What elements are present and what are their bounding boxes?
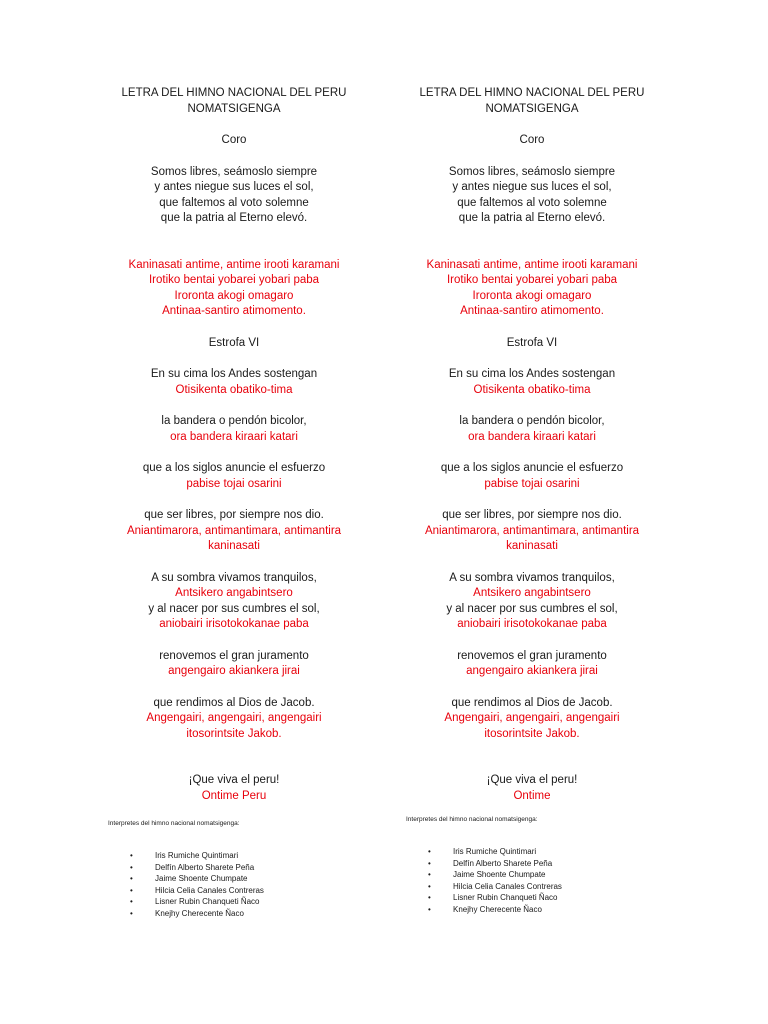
chorus-spanish-line: y antes niegue sus luces el sol, [154,181,314,193]
verse-nomatsigenga-line: Angengairi, angengairi, angengairi [146,712,322,724]
title-line-1: LETRA DEL HIMNO NACIONAL DEL PERU [121,87,347,99]
bullet-icon: • [428,847,431,856]
chorus-nomatsigenga-line: Kaninasati antime, antime irooti karamani [128,258,340,271]
verse-nomatsigenga-line: ora bandera kiraari katari [170,430,298,443]
verse-spanish-line: renovemos el gran juramento [457,649,607,662]
chorus-spanish-line: y antes niegue sus luces el sol, [452,181,612,193]
verse-spanish-line: En su cima los Andes sostengan [448,368,616,380]
verse-spanish-line: En su cima los Andes sostengan [150,368,318,380]
verse-spanish-line: que ser libres, por siempre nos dio. [442,509,622,521]
interpreters-heading: Interpretes del himno nacional nomatsigenga: [108,820,240,827]
title-line-1: LETRA DEL HIMNO NACIONAL DEL PERU [419,87,645,99]
bullet-icon: • [130,885,133,895]
chorus-spanish-line: que faltemos al voto solemne [159,196,309,209]
list-item: • Delfín Alberto Sharete Peña [130,862,255,872]
list-item: • Delfín Alberto Sharete Peña [428,858,553,868]
verse-spanish-line: A su sombra vivamos tranquilos, [151,571,317,584]
verse-spanish-line: y al nacer por sus cumbres el sol, [446,602,618,615]
list-item: • Hilcia Celia Canales Contreras [428,881,562,891]
chorus-nomatsigenga-line: Antinaa-santiro atimomento. [162,305,306,317]
verse-nomatsigenga-line: Antsikero angabintsero [175,587,293,599]
list-item: • Hilcia Celia Canales Contreras [130,885,264,895]
bullet-icon: • [428,893,431,902]
verse-nomatsigenga-line: pabise tojai osarini [186,477,282,490]
bullet-icon: • [130,851,133,860]
title-line-2: NOMATSIGENGA [485,102,579,115]
title-line-2: NOMATSIGENGA [187,102,281,115]
verse-spanish-line: renovemos el gran juramento [159,649,309,662]
verse-spanish-line: que ser libres, por siempre nos dio. [144,509,324,521]
bullet-icon: • [428,858,431,868]
list-item: • Jaime Shoente Chumpate [428,870,546,879]
viva-spanish: ¡Que viva el peru! [188,774,280,786]
verse-nomatsigenga-line: kaninasati [506,540,558,552]
list-item: • Jaime Shoente Chumpate [130,874,248,883]
list-item: • Iris Rumiche Quintimari [130,851,239,860]
chorus-nomatsigenga-line: Iroronta akogi omagaro [174,289,294,302]
verse-spanish-line: y al nacer por sus cumbres el sol, [148,602,320,615]
bullet-icon: • [130,897,133,906]
bullet-icon: • [428,870,431,879]
verse-nomatsigenga-line: Antsikero angabintsero [473,587,591,599]
verse-spanish-line: A su sombra vivamos tranquilos, [449,571,615,584]
viva-spanish: ¡Que viva el peru! [486,774,578,786]
interpreters-heading: Interpretes del himno nacional nomatsigenga: [406,816,538,823]
chorus-nomatsigenga-line: Irotiko bentai yobarei yobari paba [446,274,618,286]
bullet-icon: • [428,881,431,891]
chorus-nomatsigenga-line: Iroronta akogi omagaro [472,289,592,302]
list-item: • Knejhy Cherecente Ñaco [130,908,244,918]
verse-nomatsigenga-line: angengairo akiankera jirai [466,665,598,677]
anthem-column-right [392,86,672,804]
verse-nomatsigenga-line: itosorintsite Jakob. [186,727,282,740]
bullet-icon: • [130,908,133,918]
list-item: • Lisner Rubin Chanqueti Ñaco [428,893,558,902]
chorus-nomatsigenga-line: Antinaa-santiro atimomento. [460,305,604,317]
verse-nomatsigenga-line: Otisikenta obatiko-tima [175,383,293,396]
chorus-nomatsigenga-line: Kaninasati antime, antime irooti karamani [426,258,638,271]
list-item: • Knejhy Cherecente Ñaco [428,904,542,914]
chorus-spanish-line: que faltemos al voto solemne [457,196,607,209]
viva-nomatsigenga: Ontime [513,789,551,802]
verse-nomatsigenga-line: itosorintsite Jakob. [484,727,580,740]
verse-spanish-line: que rendimos al Dios de Jacob. [451,696,613,709]
verse-spanish-line: que rendimos al Dios de Jacob. [153,696,315,709]
viva-nomatsigenga: Ontime Peru [201,789,267,802]
verse-spanish-line: la bandera o pendón bicolor, [161,415,307,427]
verse-nomatsigenga-line: angengairo akiankera jirai [168,665,300,677]
chorus-heading: Coro [221,134,247,146]
verse-spanish-line: la bandera o pendón bicolor, [459,415,605,427]
verse-nomatsigenga-line: pabise tojai osarini [484,477,580,490]
chorus-spanish-line: Somos libres, seámoslo siempre [150,165,318,178]
list-item: • Lisner Rubin Chanqueti Ñaco [130,897,260,906]
chorus-spanish-line: Somos libres, seámoslo siempre [448,165,616,178]
chorus-spanish-line: que la patria al Eterno elevó. [160,212,308,224]
bullet-icon: • [130,862,133,872]
bullet-icon: • [130,874,133,883]
stanza-heading: Estrofa VI [208,336,260,349]
verse-nomatsigenga-line: aniobairi irisotokokanae paba [457,618,607,630]
anthem-column-left [94,86,374,804]
verse-spanish-line: que a los siglos anuncie el esfuerzo [440,462,624,474]
chorus-spanish-line: que la patria al Eterno elevó. [458,212,606,224]
verse-nomatsigenga-line: ora bandera kiraari katari [468,430,596,443]
verse-nomatsigenga-line: Otisikenta obatiko-tima [473,383,591,396]
verse-spanish-line: que a los siglos anuncie el esfuerzo [142,462,326,474]
verse-nomatsigenga-line: kaninasati [208,540,260,552]
interpreters-list [130,850,264,919]
interpreters-list [428,846,562,915]
verse-nomatsigenga-line: Aniantimarora, antimantimara, antimantira [126,524,342,537]
stanza-heading: Estrofa VI [506,336,558,349]
verse-nomatsigenga-line: Angengairi, angengairi, angengairi [444,712,620,724]
chorus-nomatsigenga-line: Irotiko bentai yobarei yobari paba [148,274,320,286]
verse-nomatsigenga-line: aniobairi irisotokokanae paba [159,618,309,630]
list-item: • Iris Rumiche Quintimari [428,847,537,856]
chorus-heading: Coro [519,134,545,146]
bullet-icon: • [428,904,431,914]
verse-nomatsigenga-line: Aniantimarora, antimantimara, antimantira [424,524,640,537]
